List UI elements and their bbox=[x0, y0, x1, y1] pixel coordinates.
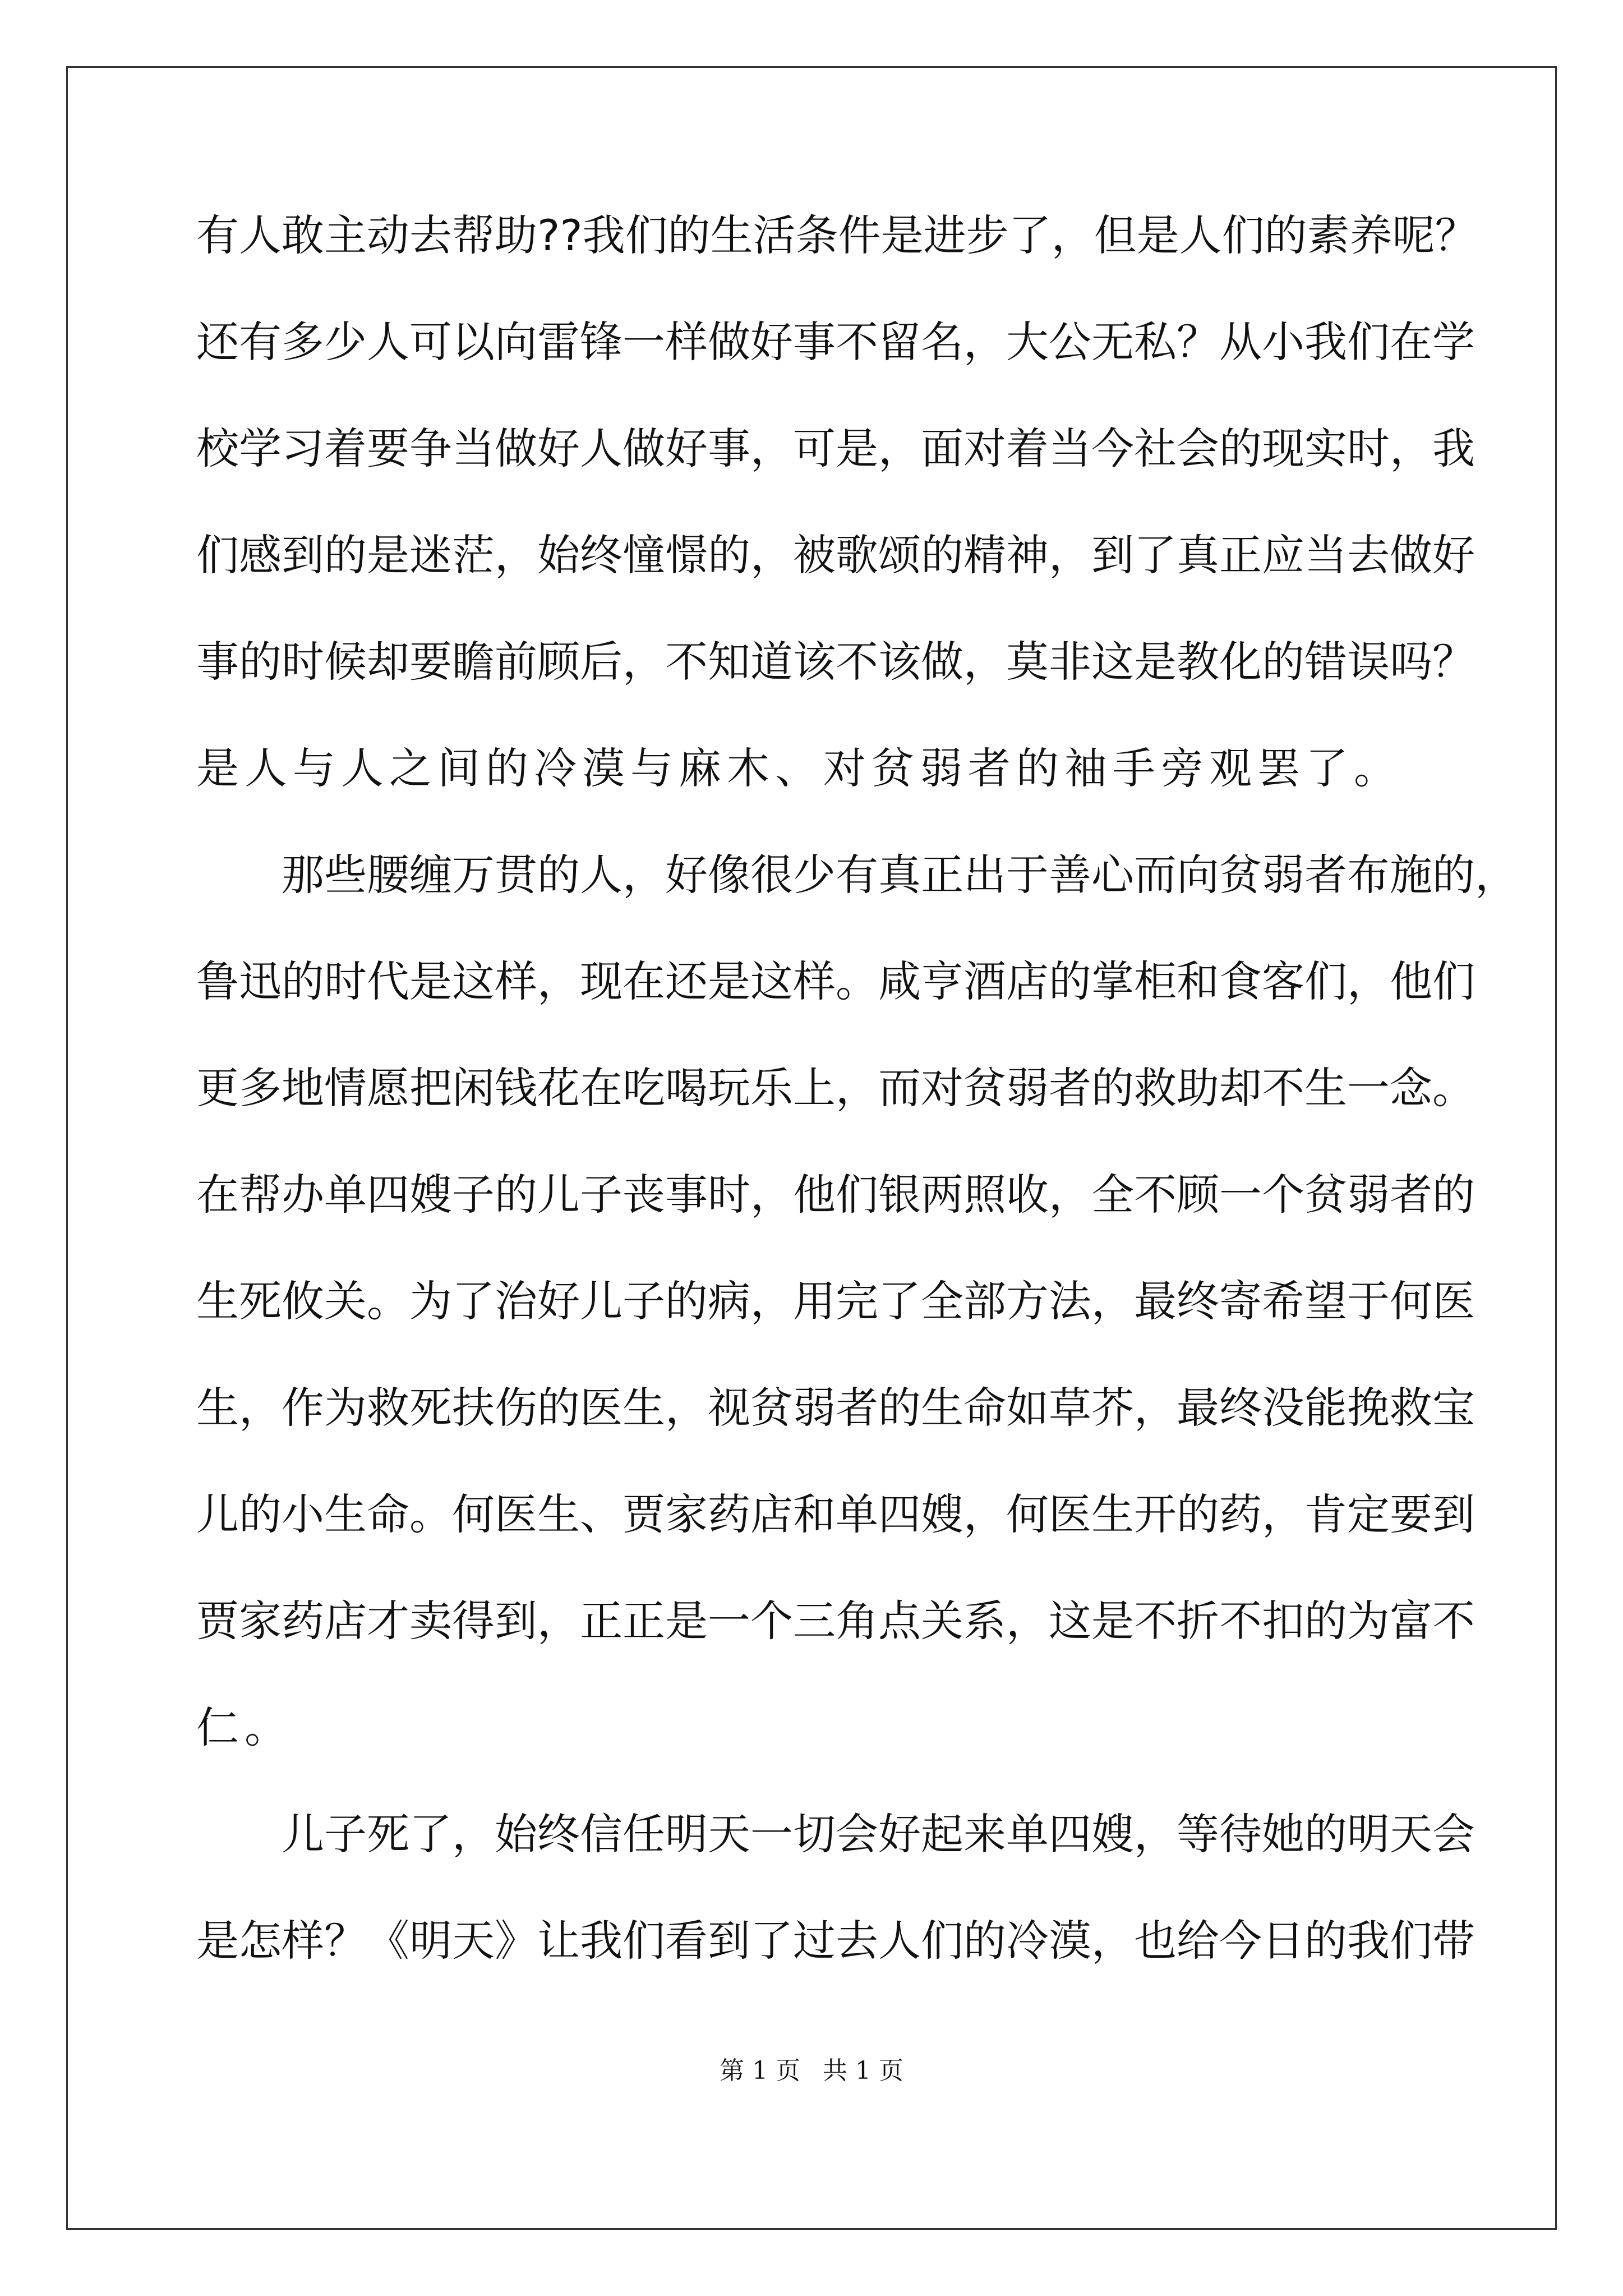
text-line: 在帮办单四嫂子的儿子丧事时，他们银两照收，全不顾一个贫弱者的 bbox=[196, 1170, 1475, 1220]
text-line: 更多地情愿把闲钱花在吃喝玩乐上，而对贫弱者的救助却不生一念。 bbox=[196, 1063, 1475, 1113]
text-line: 那些腰缠万贯的人，好像很少有真正出于善心而向贫弱者布施的， bbox=[282, 850, 1518, 900]
text-line: 还有多少人可以向雷锋一样做好事不留名，大公无私？从小我们在学 bbox=[196, 317, 1475, 367]
text-line: 仁。 bbox=[196, 1703, 293, 1752]
text-line: 鲁迅的时代是这样，现在还是这样。咸亨酒店的掌柜和食客们，他们 bbox=[196, 956, 1475, 1006]
text-line: 生，作为救死扶伤的医生，视贫弱者的生命如草芥，最终没能挽救宝 bbox=[196, 1383, 1475, 1433]
document-body bbox=[196, 208, 1518, 2019]
text-line: 是怎样？《明天》让我们看到了过去人们的冷漠，也给今日的我们带 bbox=[196, 1916, 1475, 1966]
page-number: 第 1 页 bbox=[720, 2056, 800, 2085]
text-line: 儿的小生命。何医生、贾家药店和单四嫂，何医生开的药，肯定要到 bbox=[196, 1489, 1475, 1539]
text-line: 校学习着要争当做好人做好事，可是，面对着当今社会的现实时，我 bbox=[196, 424, 1475, 473]
text-line: 生死攸关。为了治好儿子的病，用完了全部方法，最终寄希望于何医 bbox=[196, 1276, 1475, 1326]
text-line: 是人与人之间的冷漠与麻木、对贫弱者的袖手旁观罢了。 bbox=[196, 743, 1402, 793]
text-line: 有人敢主动去帮助??我们的生活条件是进步了，但是人们的素养呢？ bbox=[196, 210, 1478, 260]
text-line: 儿子死了，始终信任明天一切会好起来单四嫂，等待她的明天会 bbox=[282, 1809, 1475, 1859]
page-total: 共 1 页 bbox=[823, 2056, 903, 2085]
text-line: 事的时候却要瞻前顾后，不知道该不该做，莫非这是教化的错误吗？ bbox=[196, 637, 1475, 687]
text-line: 贾家药店才卖得到，正正是一个三角点关系，这是不折不扣的为富不 bbox=[196, 1596, 1475, 1646]
text-line: 们感到的是迷茫，始终憧憬的，被歌颂的精神，到了真正应当去做好 bbox=[196, 530, 1475, 580]
page-footer bbox=[0, 2050, 1623, 2086]
